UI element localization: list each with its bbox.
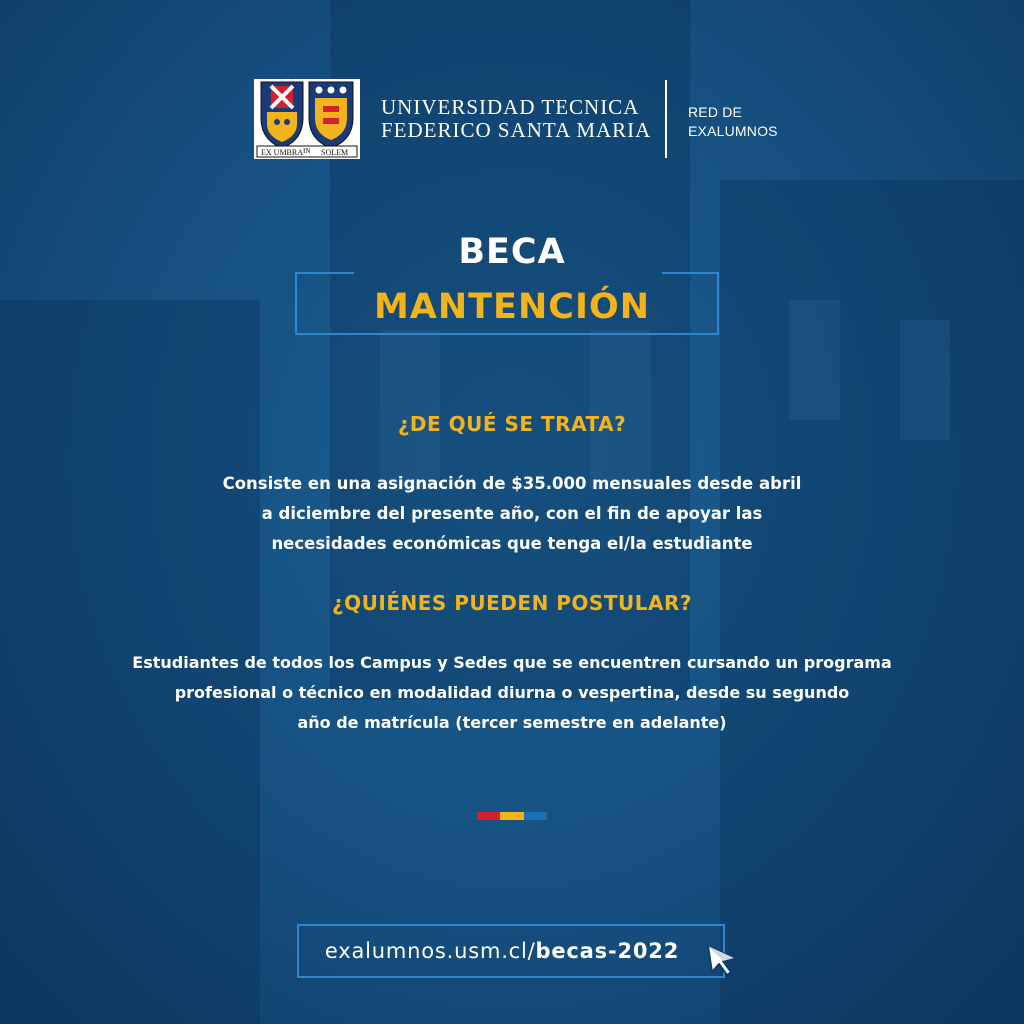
section-text-line: profesional o técnico en modalidad diurna o vespertina, desde su segundo: [174, 683, 850, 702]
url-prefix: exalumnos.usm.cl/: [324, 939, 536, 963]
header-divider: [665, 80, 667, 158]
network-label-line2: EXALUMNOS: [688, 123, 778, 139]
svg-text:IN: IN: [303, 147, 311, 155]
color-bar-red: [477, 812, 500, 820]
mouse-pointer-icon: [704, 942, 740, 978]
section-text-line: año de matrícula (tercer semestre en adelante): [297, 713, 727, 732]
background-window: [380, 330, 440, 490]
url-text[interactable]: [325, 939, 679, 963]
title-frame-top-right: [662, 272, 719, 274]
network-label-line1: RED DE: [688, 104, 743, 120]
url-suffix: becas-2022: [535, 939, 680, 963]
section-text-line: Estudiantes de todos los Campus y Sedes que se encuentren cursando un programa: [132, 653, 892, 672]
university-name: [381, 96, 651, 142]
university-crest-icon: [253, 78, 361, 160]
color-bar-yellow: [500, 812, 523, 820]
url-link-box[interactable]: [297, 924, 725, 978]
university-name-line1: UNIVERSIDAD TECNICA: [381, 95, 640, 119]
title-beca: BECA: [458, 232, 566, 272]
section-heading-who: ¿QUIÉNES PUEDEN POSTULAR?: [332, 591, 692, 615]
svg-text:EX UMBRA: EX UMBRA: [261, 148, 304, 157]
network-label: [688, 103, 778, 141]
color-accent-bar: [477, 812, 547, 820]
section-heading-what: ¿DE QUÉ SE TRATA?: [397, 412, 627, 436]
color-bar-blue: [524, 812, 547, 820]
section-text-what: [0, 469, 1024, 559]
section-text-line: necesidades económicas que tenga el/la estudiante: [271, 534, 753, 553]
university-name-line2: FEDERICO SANTA MARIA: [381, 118, 652, 142]
section-text-who: [0, 648, 1024, 738]
section-text-line: a diciembre del presente año, con el fin de apoyar las: [261, 504, 763, 523]
header: [253, 78, 778, 162]
background-window: [590, 330, 650, 490]
title-mantencion: MANTENCIÓN: [373, 287, 651, 327]
title-frame-top-left: [295, 272, 354, 274]
svg-text:SOLEM: SOLEM: [321, 148, 349, 157]
section-text-line: Consiste en una asignación de $35.000 mensuales desde abril: [222, 474, 802, 493]
